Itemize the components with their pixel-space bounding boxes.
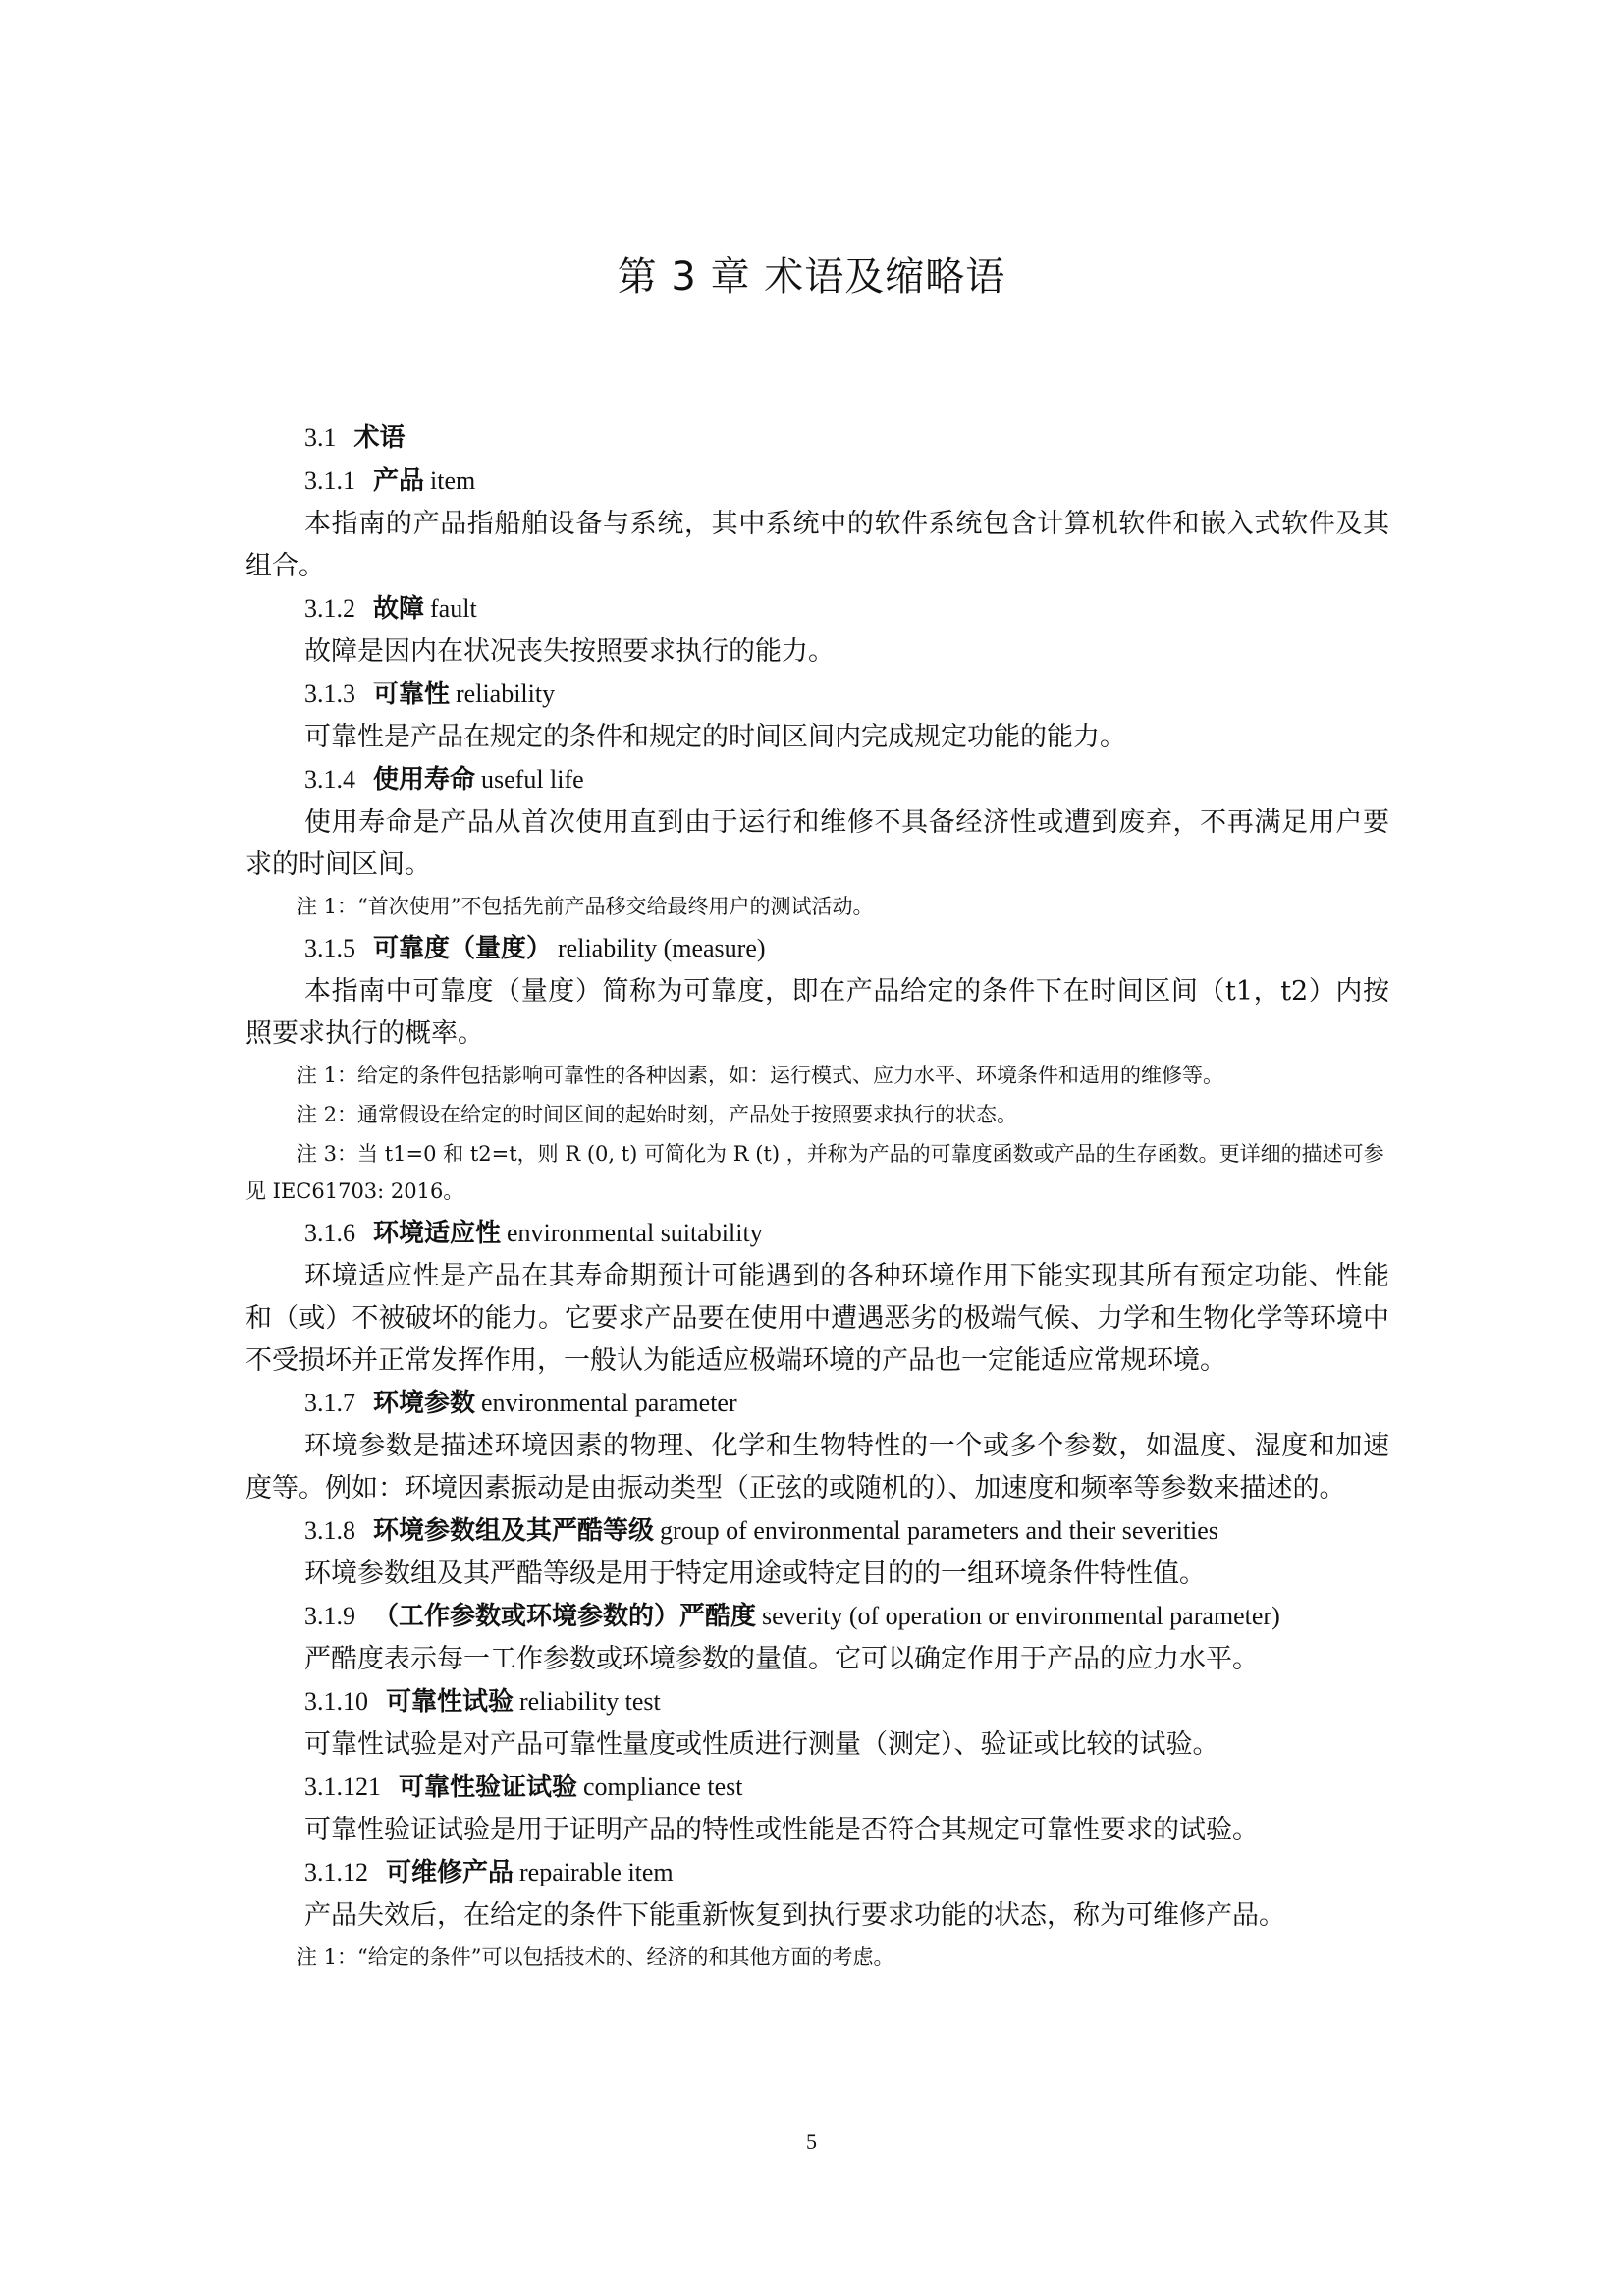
section-title-cn: 可靠性验证试验: [399, 1773, 578, 1802]
section-title-cn: 可靠度（量度）: [373, 934, 553, 963]
section-title-en: group of environmental parameters and their severities: [660, 1516, 1218, 1545]
section-number: 3.1.6: [304, 1219, 355, 1247]
section-title-en: reliability test: [519, 1687, 661, 1716]
page-number: 5: [806, 2129, 817, 2154]
section-heading: [245, 1680, 1389, 1723]
section-number: 3.1.5: [304, 934, 355, 962]
section-heading: [245, 1382, 1389, 1425]
section-number: 3.1.2: [304, 594, 355, 623]
section-heading: [245, 1509, 1389, 1553]
section-number: 3.1.12: [304, 1858, 368, 1886]
definition-paragraph: 环境适应性是产品在其寿命期预计可能遇到的各种环境作用下能实现其所有预定功能、性能和（或）不被破坏的能力。它要求产品要在使用中遭遇恶劣的极端气候、力学和生物化学等环境中不受损坏并正常发挥作用，一般认为能适应极端环境的产品也一定能适应常规环境。: [245, 1261, 1389, 1376]
section-heading: [245, 1595, 1389, 1638]
section-title-en: severity (of operation or environmental parameter): [762, 1602, 1280, 1630]
section-title-en: compliance test: [583, 1773, 743, 1801]
section-title-en: environmental suitability: [507, 1219, 763, 1247]
section-heading: [245, 1766, 1389, 1809]
section-number: 3.1.8: [304, 1516, 355, 1545]
note: 注 3：当 t1=0 和 t2=t，则 R (0, t) 可简化为 R (t) ，并称为产品的可靠度函数或产品的生存函数。更详细的描述可参见 IEC61703: 2016。: [245, 1142, 1384, 1203]
section-heading: [245, 460, 1389, 503]
section-heading: [245, 587, 1389, 630]
section-title-cn: 环境参数组及其严酷等级: [373, 1516, 655, 1546]
section-title-en: item: [430, 466, 476, 495]
definition-paragraph: 环境参数组及其严酷等级是用于特定用途或特定目的的一组环境条件特性值。: [304, 1558, 1206, 1589]
section-title-en: environmental parameter: [481, 1389, 737, 1417]
section-title-cn: 可靠性试验: [386, 1687, 514, 1717]
section-number: 3.1.3: [304, 680, 355, 708]
section-title-cn: 使用寿命: [373, 765, 476, 794]
definition-paragraph: 可靠性试验是对产品可靠性量度或性质进行测量（测定）、验证或比较的试验。: [304, 1729, 1219, 1760]
section-number: 3.1.121: [304, 1773, 381, 1801]
section-title-en: reliability (measure): [558, 934, 766, 962]
section-title-cn: 可维修产品: [386, 1858, 514, 1887]
note: 注 1：给定的条件包括影响可靠性的各种因素，如：运行模式、应力水平、环境条件和适用的维修等。: [297, 1064, 1224, 1087]
definition-paragraph: 可靠性是产品在规定的条件和规定的时间区间内完成规定功能的能力。: [304, 722, 1126, 752]
definition-paragraph: 环境参数是描述环境因素的物理、化学和生物特性的一个或多个参数，如温度、湿度和加速度等。例如：环境因素振动是由振动类型（正弦的或随机的）、加速度和频率等参数来描述的。: [245, 1431, 1389, 1503]
section-title-en: repairable item: [519, 1858, 674, 1886]
section-number: 3.1: [304, 423, 337, 452]
section-heading: [245, 673, 1389, 716]
section-title-cn: 可靠性: [373, 680, 451, 709]
section-heading: [245, 416, 1389, 460]
chapter-title: 第 3 章 术语及缩略语: [617, 254, 1006, 300]
section-title-en: reliability: [456, 680, 556, 708]
section-title-cn: 术语: [353, 423, 406, 453]
section-number: 3.1.7: [304, 1389, 355, 1417]
section-title-cn: 产品: [373, 466, 425, 496]
definition-paragraph: 使用寿命是产品从首次使用直到由于运行和维修不具备经济性或遭到废弃，不再满足用户要求的时间区间。: [245, 807, 1389, 880]
section-title-en: fault: [430, 594, 477, 623]
section-title-cn: （工作参数或环境参数的）严酷度: [373, 1602, 757, 1631]
section-title-cn: 故障: [373, 594, 425, 624]
section-number: 3.1.1: [304, 466, 355, 495]
note: 注 1：“首次使用”不包括先前产品移交给最终用户的测试活动。: [297, 895, 874, 918]
section-heading: [245, 758, 1389, 801]
definition-paragraph: 产品失效后，在给定的条件下能重新恢复到执行要求功能的状态，称为可维修产品。: [304, 1900, 1285, 1931]
section-title-cn: 环境适应性: [373, 1219, 502, 1248]
section-number: 3.1.4: [304, 765, 355, 793]
definition-paragraph: 本指南中可靠度（量度）简称为可靠度，即在产品给定的条件下在时间区间（t1，t2）内按照要求执行的概率。: [245, 976, 1389, 1049]
definition-paragraph: 故障是因内在状况丧失按照要求执行的能力。: [304, 636, 835, 667]
note: 注 1：“给定的条件”可以包括技术的、经济的和其他方面的考虑。: [297, 1945, 894, 1969]
section-number: 3.1.10: [304, 1687, 368, 1716]
definition-paragraph: 本指南的产品指船舶设备与系统，其中系统中的软件系统包含计算机软件和嵌入式软件及其组合。: [245, 509, 1389, 581]
section-heading: [245, 1851, 1389, 1894]
document-body: [245, 416, 1389, 1978]
section-number: 3.1.9: [304, 1602, 355, 1630]
note: 注 2：通常假设在给定的时间区间的起始时刻，产品处于按照要求执行的状态。: [297, 1103, 1018, 1126]
section-heading: [245, 1212, 1389, 1255]
section-heading: [245, 927, 1389, 970]
section-title-cn: 环境参数: [373, 1389, 476, 1418]
definition-paragraph: 严酷度表示每一工作参数或环境参数的量值。它可以确定作用于产品的应力水平。: [304, 1644, 1259, 1674]
definition-paragraph: 可靠性验证试验是用于证明产品的特性或性能是否符合其规定可靠性要求的试验。: [304, 1815, 1259, 1845]
section-title-en: useful life: [481, 765, 584, 793]
